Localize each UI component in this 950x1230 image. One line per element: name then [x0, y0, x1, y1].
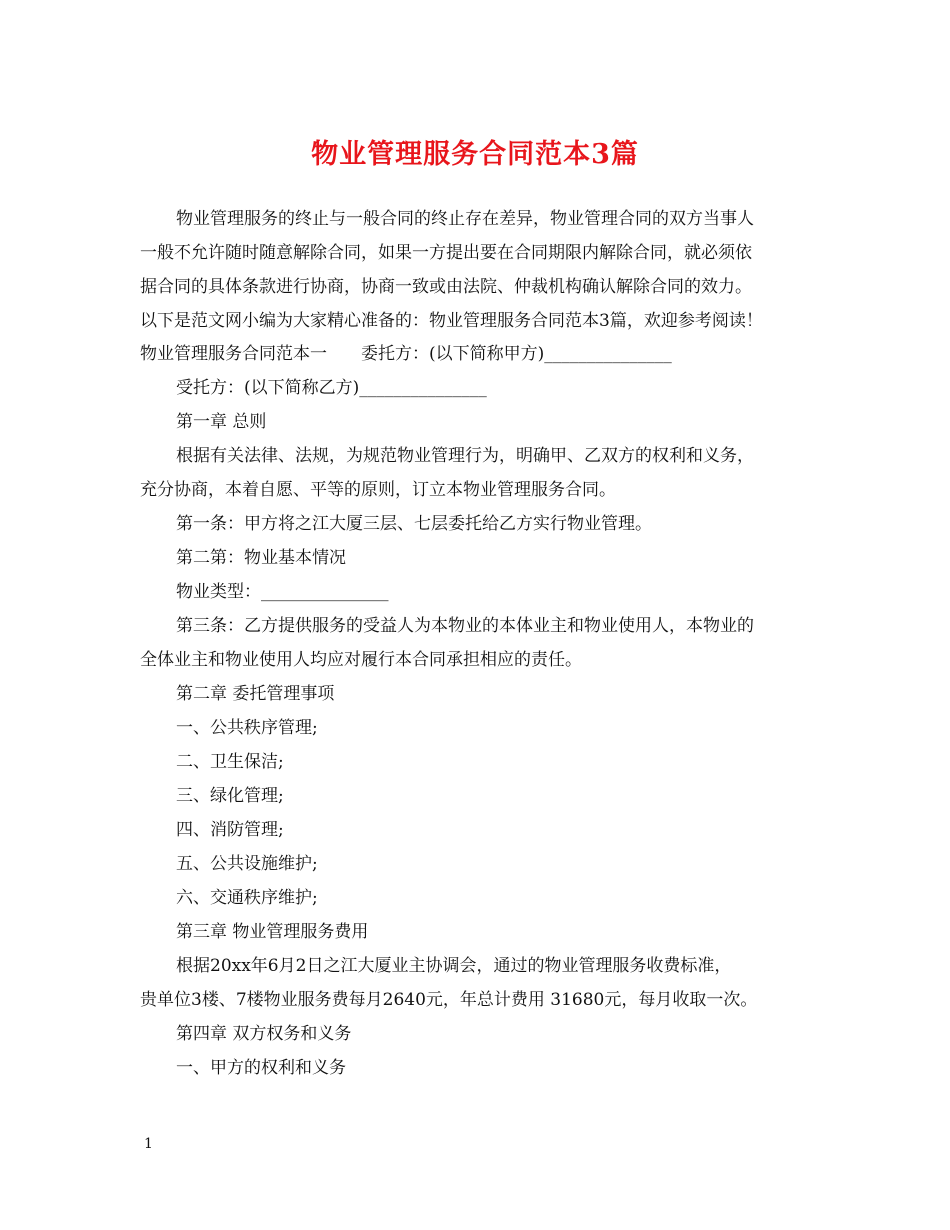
paragraph-line: 物业管理服务的终止与一般合同的终止存在差异，物业管理合同的双方当事人: [176, 209, 754, 229]
page-number: 1: [144, 1136, 153, 1152]
paragraph-line: 全体业主和物业使用人均应对履行本合同承担相应的责任。: [140, 650, 582, 670]
paragraph-line: 贵单位3楼、7楼物业服务费每月2640元，年总计费用 31680元，每月收取一次。: [140, 990, 758, 1010]
paragraph-line: 第二第：物业基本情况: [176, 548, 346, 568]
paragraph-line: 据合同的具体条款进行协商，协商一致或由法院、仲裁机构确认解除合同的效力。: [140, 277, 752, 297]
paragraph-line: 充分协商，本着自愿、平等的原则，订立本物业管理服务合同。: [140, 480, 616, 500]
paragraph-line: 物业管理服务合同范本一 委托方：(以下简称甲方)_______________: [140, 344, 672, 364]
list-item: 一、公共秩序管理;: [176, 718, 318, 738]
paragraph-line: 根据20xx年6月2日之江大厦业主协调会，通过的物业管理服务收费标准，: [176, 956, 732, 976]
chapter-heading: 第二章 委托管理事项: [176, 684, 335, 704]
paragraph-line: 一般不允许随时随意解除合同，如果一方提出要在合同期限内解除合同，就必须依: [140, 243, 752, 263]
list-item: 五、公共设施维护;: [176, 854, 318, 874]
paragraph-line: 第三条：乙方提供服务的受益人为本物业的本体业主和物业使用人，本物业的: [176, 616, 754, 636]
list-item: 三、绿化管理;: [176, 786, 284, 806]
list-item: 四、消防管理;: [176, 820, 284, 840]
chapter-heading: 第三章 物业管理服务费用: [176, 922, 369, 942]
paragraph-line: 根据有关法律、法规，为规范物业管理行为，明确甲、乙双方的权利和义务，: [176, 446, 754, 466]
document-title: 物业管理服务合同范本3篇: [311, 139, 639, 170]
paragraph-line: 物业类型：_______________: [176, 582, 389, 602]
list-item: 二、卫生保洁;: [176, 752, 284, 772]
paragraph-line: 一、甲方的权利和义务: [176, 1058, 346, 1078]
paragraph-line: 受托方：(以下简称乙方)_______________: [176, 378, 487, 398]
chapter-heading: 第一章 总则: [176, 412, 267, 432]
paragraph-line: 第一条：甲方将之江大厦三层、七层委托给乙方实行物业管理。: [176, 514, 652, 534]
list-item: 六、交通秩序维护;: [176, 888, 318, 908]
paragraph-line: 以下是范文网小编为大家精心准备的：物业管理服务合同范本3篇，欢迎参考阅读！: [140, 311, 763, 331]
chapter-heading: 第四章 双方权务和义务: [176, 1024, 352, 1044]
